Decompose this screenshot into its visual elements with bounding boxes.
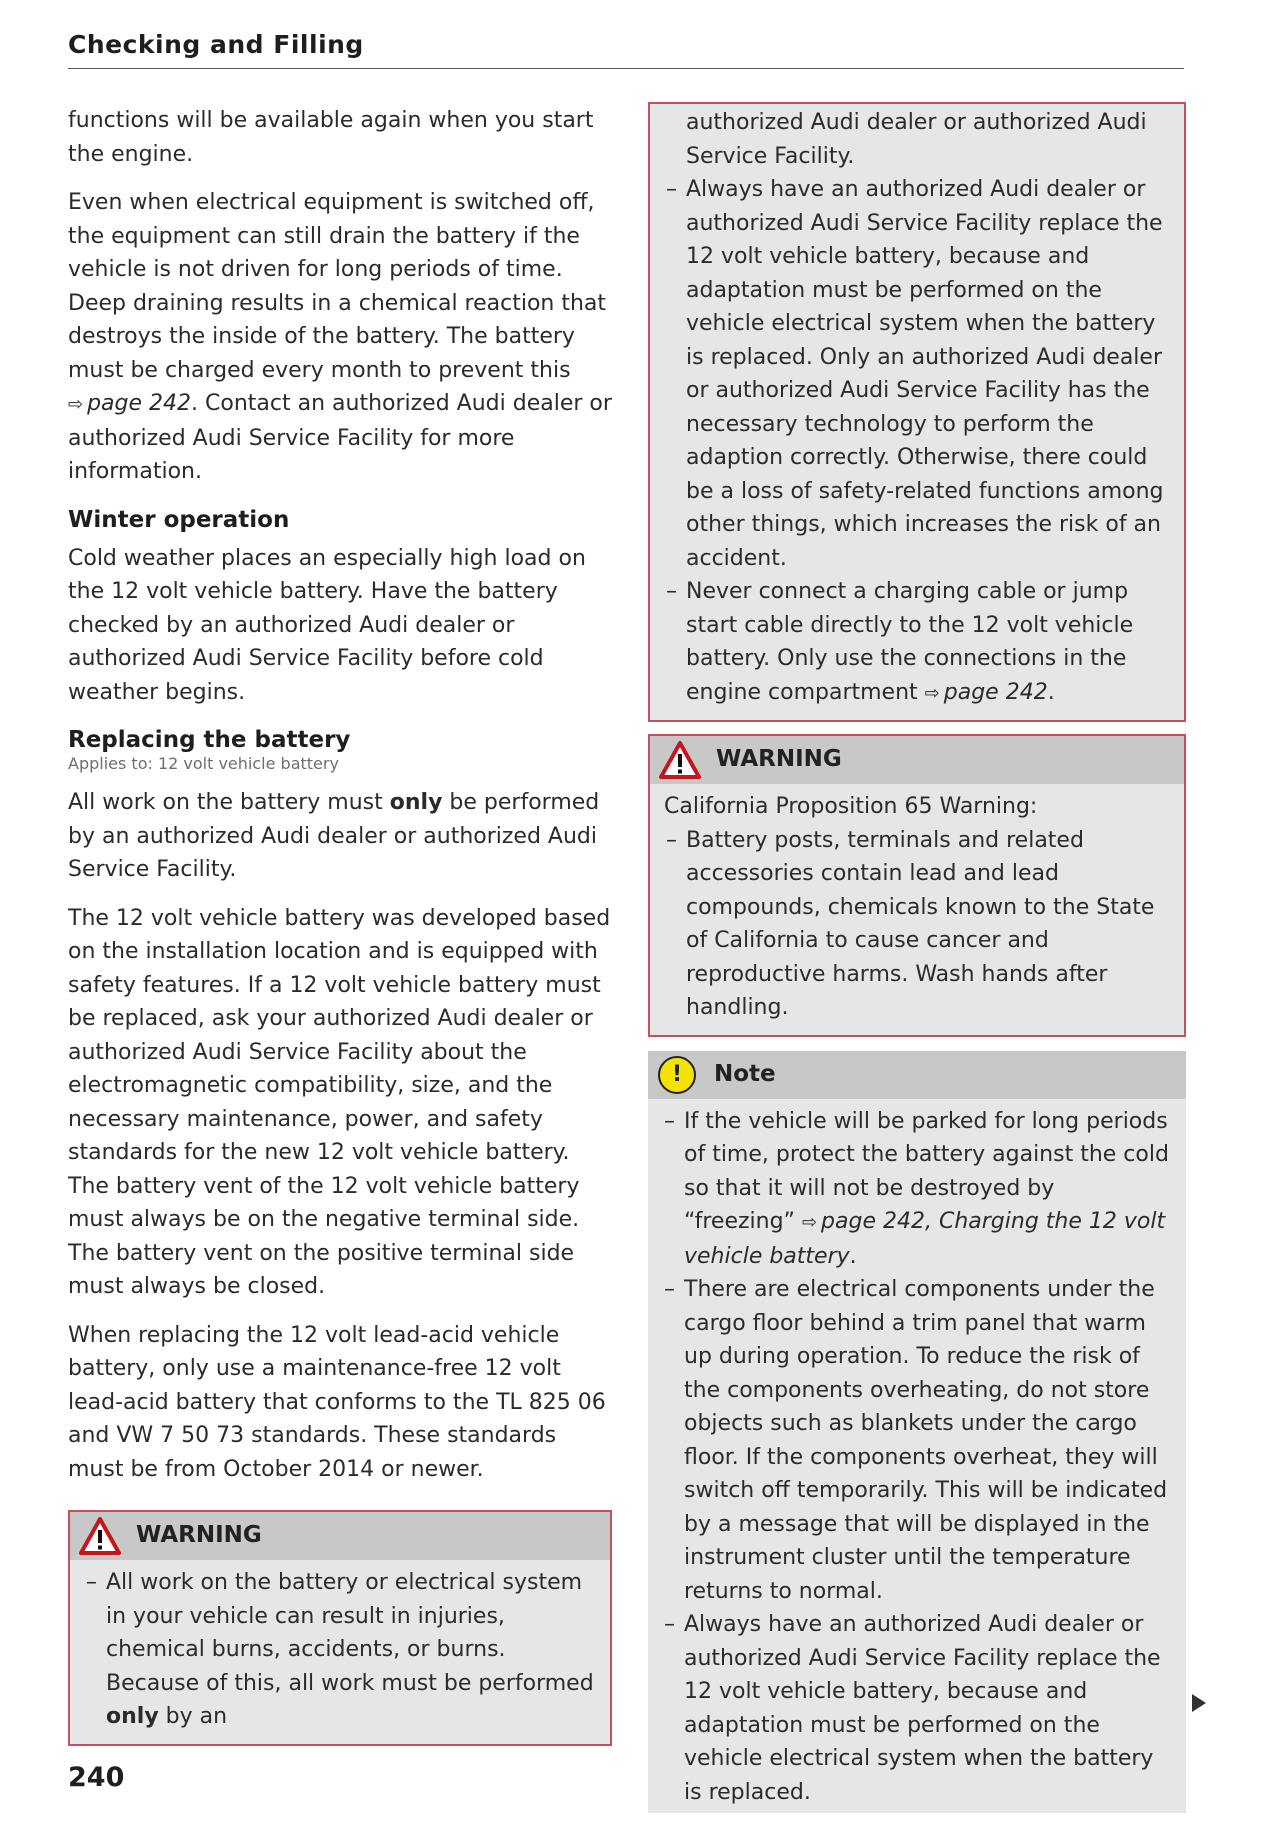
paragraph-lead-acid: When replacing the 12 volt lead-acid vehicle battery, only use a maintenance-free 12 volt lead-acid battery that conforms to the TL 825 06 and VW 7 50 73 standards. These standards must be from October 2014 or newer.: [68, 1322, 606, 1482]
warning-triangle-icon: [78, 1516, 122, 1556]
warning-box-left: [68, 1510, 612, 1746]
paragraph-functions: functions will be available again when you start the engine.: [68, 108, 594, 167]
paragraph-all-work-text-end: be performed by an authorized Audi dealer or authorized Audi Service Facility.: [68, 790, 600, 882]
page-header-title: Checking and Filling: [68, 30, 364, 59]
warning-title: WARNING: [716, 746, 842, 773]
warning-continued-text: authorized Audi dealer or authorized Audi Service Facility.: [686, 110, 1147, 169]
warning-box-continued: [648, 102, 1186, 722]
note-item: [662, 1105, 1172, 1274]
paragraph-all-work-text: All work on the battery must: [68, 790, 390, 815]
warning-item-text: All work on the battery or electrical system in your vehicle can result in injuries, chemical burns, accidents, or burns. Because of this, all work must be performed: [106, 1570, 594, 1696]
warning-item-text-end: by an: [158, 1704, 228, 1729]
warning-body: [650, 784, 1184, 1035]
left-column: [68, 104, 612, 1746]
warning-item: [84, 1566, 596, 1734]
page-ref-link[interactable]: page 242: [943, 679, 1048, 705]
page-ref-link[interactable]: page 242: [87, 391, 192, 416]
warning-title-bar: [70, 1512, 610, 1560]
paragraph-battery-drain: [68, 186, 612, 489]
note-title: Note: [714, 1060, 776, 1087]
note-item: – There are electrical components under the cargo floor behind a trim panel that warm up during operation. To reduce the risk of the components overheating, do not store objects such as blankets under the cargo floor. If the components overheat, they will switch off temporarily. This will be indicated by a message that will be displayed in the instrument cluster until the temperature returns to normal.: [662, 1273, 1172, 1608]
warning-item: – Battery posts, terminals and related accessories contain lead and lead compounds, chemicals known to the State of California to cause cancer and reproductive harms. Wash hands after handling.: [664, 824, 1170, 1025]
warning-continued-body: [650, 104, 1184, 720]
page-link-arrow-icon: ⇨: [924, 682, 940, 704]
applies-to-note: Applies to: 12 volt vehicle battery: [68, 754, 339, 773]
warning-title: WARNING: [136, 1522, 262, 1549]
warning-item-text-end: .: [1047, 679, 1055, 705]
header-divider: [68, 68, 1184, 69]
continue-arrow-icon: [1192, 1694, 1206, 1712]
paragraph-all-work: [68, 786, 612, 887]
note-item-text: If the vehicle will be parked for long periods of time, protect the battery against the cold so that it will not be destroyed by “freezing”: [684, 1108, 1169, 1234]
note-item: – Always have an authorized Audi dealer or authorized Audi Service Facility replace the 12 volt vehicle battery, because and adaptation must be performed on the vehicle electrical system when the battery is replaced.: [662, 1608, 1172, 1809]
note-exclamation-icon: !: [658, 1056, 696, 1094]
right-column: [648, 102, 1186, 1813]
warning-item: – Always have an authorized Audi dealer or authorized Audi Service Facility replace the 12 volt vehicle battery, because and adaptation must be performed on the vehicle electrical system when the battery is replaced. Only an authorized Audi dealer or authorized Audi Service Facility has the necessary technology to perform the adaption correctly. Otherwise, there could be a loss of safety-related functions among other things, which increases the risk of an accident.: [664, 173, 1170, 575]
note-box: [648, 1051, 1186, 1814]
warning-intro: California Proposition 65 Warning:: [664, 794, 1038, 819]
warning-body: [70, 1560, 610, 1744]
warning-item: [664, 575, 1170, 710]
paragraph-battery-drain-text-end: . Contact an authorized Audi dealer or authorized Audi Service Facility for more information.: [68, 391, 612, 484]
emphasis-only: only: [106, 1704, 159, 1729]
page-ref-link[interactable]: page 242, Charging the 12 volt vehicle battery: [684, 1209, 1166, 1269]
paragraph-battery-developed: The 12 volt vehicle battery was developed based on the installation location and is equipped with safety features. If a 12 volt vehicle battery must be replaced, ask your authorized Audi dealer or authorized Audi Service Facility about the electromagnetic compatibility, size, and the necessary maintenance, power, and safety standards for the new 12 volt vehicle battery. The battery vent of the 12 volt vehicle battery must always be on the negative terminal side. The battery vent on the positive terminal side must always be closed.: [68, 905, 611, 1299]
note-title-bar: [648, 1051, 1186, 1099]
warning-title-bar: [650, 736, 1184, 784]
warning-triangle-icon: [658, 740, 702, 780]
note-body: [648, 1099, 1186, 1814]
warning-box-california: [648, 734, 1186, 1037]
note-item-text-end: .: [849, 1243, 857, 1269]
page-number: 240: [68, 1762, 125, 1793]
page-link-arrow-icon: ⇨: [68, 394, 84, 415]
paragraph-winter: Cold weather places an especially high load on the 12 volt vehicle battery. Have the battery checked by an authorized Audi dealer or authorized Audi Service Facility before cold weather begins.: [68, 545, 586, 705]
heading-winter-operation: Winter operation: [68, 506, 290, 533]
heading-replacing-battery: Replacing the battery: [68, 727, 351, 753]
paragraph-battery-drain-text: Even when electrical equipment is switched off, the equipment can still drain the battery if the vehicle is not driven for long periods of time. Deep draining results in a chemical reaction that destroys the inside of the battery. The battery must be charged every month to prevent this: [68, 190, 607, 383]
warning-item-text: Never connect a charging cable or jump start cable directly to the 12 volt vehicle battery. Only use the connections in the engine compartment: [686, 579, 1134, 705]
page-link-arrow-icon: ⇨: [801, 1212, 818, 1233]
emphasis-only: only: [389, 790, 443, 815]
